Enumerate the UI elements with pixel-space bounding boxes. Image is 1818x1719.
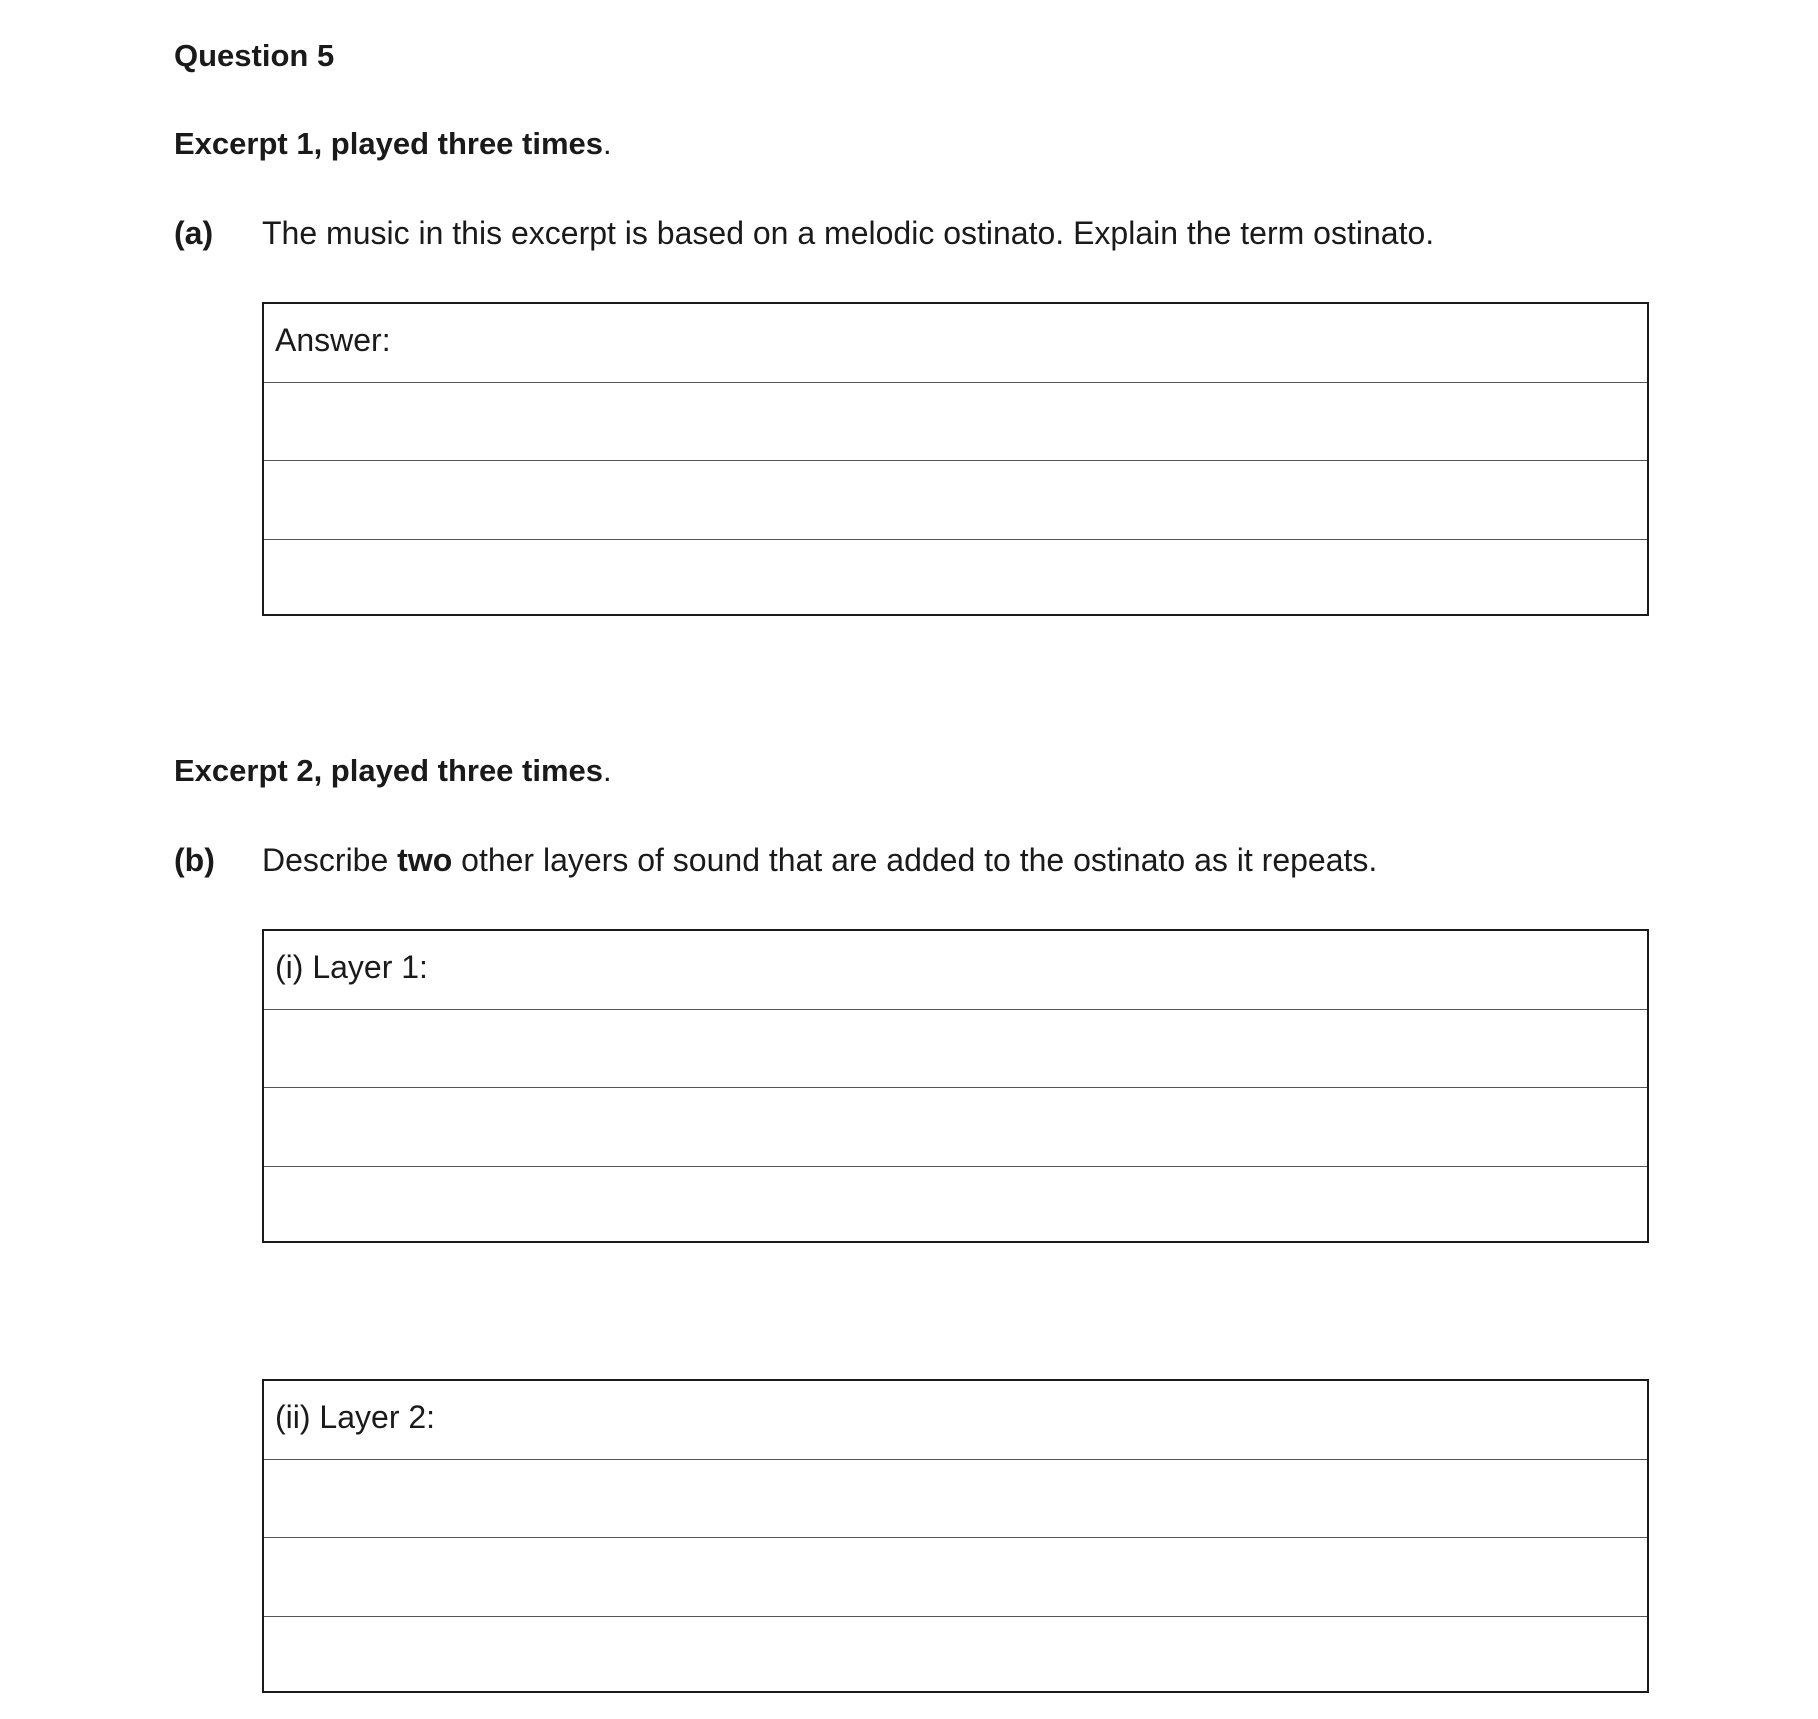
answer-line[interactable] [264,931,1647,1010]
answer-line[interactable] [264,1460,1647,1539]
part-b-question [262,841,1377,879]
answer-line[interactable] [264,1617,1647,1696]
layer-1-label: (i) Layer 1: [275,949,428,985]
answer-line[interactable] [264,1010,1647,1089]
part-a-answer-box[interactable] [262,302,1649,616]
part-b-text-before: Describe [262,842,398,878]
part-a-question: The music in this excerpt is based on a melodic ostinato. Explain the term ostinato. [262,215,1435,251]
excerpt-1-heading-text: Excerpt 1, played three times [174,126,604,161]
answer-line[interactable] [264,1381,1647,1460]
part-a-label: (a) [174,215,214,251]
question-title: Question 5 [174,38,335,73]
answer-line[interactable] [264,304,1647,383]
answer-line[interactable] [264,1538,1647,1617]
answer-line[interactable] [264,1167,1647,1246]
excerpt-2-heading [174,753,612,789]
layer-1-answer-box[interactable] [262,929,1649,1243]
excerpt-2-heading-text: Excerpt 2, played three times [174,753,604,788]
answer-label: Answer: [275,322,391,358]
answer-line[interactable] [264,383,1647,462]
part-b-label: (b) [174,842,215,878]
answer-line[interactable] [264,461,1647,540]
excerpt-1-heading [174,126,612,162]
excerpt-1-heading-period: . [603,126,612,161]
answer-line[interactable] [264,540,1647,619]
answer-line[interactable] [264,1088,1647,1167]
part-b-text-after: other layers of sound that are added to the ostinato as it repeats. [452,842,1378,878]
layer-2-label: (ii) Layer 2: [275,1399,436,1435]
excerpt-2-heading-period: . [603,753,612,788]
layer-2-answer-box[interactable] [262,1379,1649,1693]
part-b-text-bold: two [397,842,453,878]
